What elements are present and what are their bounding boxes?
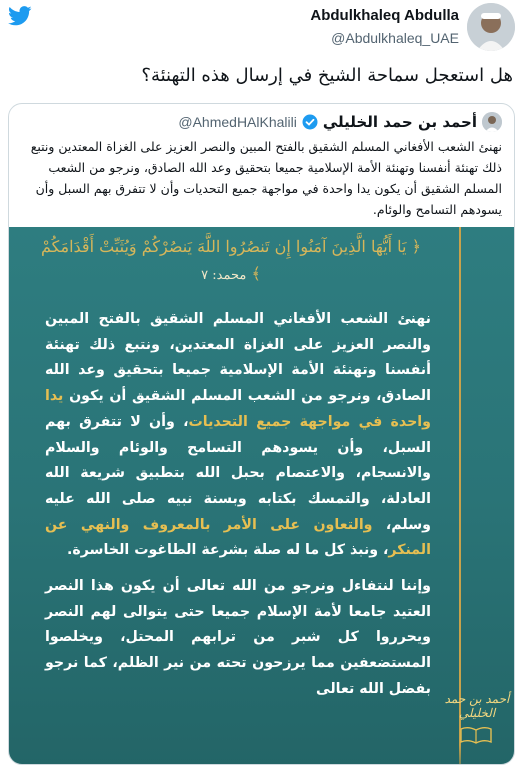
quoted-header [178, 112, 502, 132]
author-name[interactable]: Abdulkhaleq Abdulla [310, 7, 459, 24]
tweet-text: هل استعجل سماحة الشيخ في إرسال هذه التهنئة؟ [141, 65, 513, 86]
author-avatar[interactable] [467, 3, 515, 51]
author-handle[interactable]: @Abdulkhaleq_UAE [331, 30, 459, 46]
image-fade [9, 745, 514, 765]
quoted-avatar[interactable] [482, 112, 502, 132]
statement-body [45, 307, 431, 713]
verse-reference: محمد: ٧ [201, 268, 247, 283]
twitter-bird-icon[interactable] [8, 6, 32, 26]
statement-text: ، وأن لا تتفرق بهم السبل، وأن يسودهم التسامح والوئام والسلام والانسجام، والاعتصام بحبل الله بتطبيق شريعة الله العادلة، والتمسك بكتابه وبسنة نبيه صلى الله عليه وسلم، [45, 413, 431, 533]
quoted-image[interactable] [9, 227, 514, 765]
quoted-text: نهنئ الشعب الأفغاني المسلم الشقيق بالفتح المبين والنصر العزيز على الغزاة المعتدين ونتبع ذلك تهنئة أنفسنا وتهنئة الأمة الإسلامية جميعا بتحقيق وعد الله الصادق، ونرجو من الشعب المسلم الشقيق أن يكون يدا واحدة في مواجهة جميع التحديات وأن لا تتفرق بهم السبل وأن يسودهم التسامح والوئام. [30, 139, 502, 217]
statement-paragraph-2: وإننا لنتفاءل ونرجو من الله تعالى أن يكون هذا النصر العتيد جامعا لأمة الإسلام جميعا حتى يتوالى لهم النصر ويحرروا كل شبر من ترابهم المحتل، ويخلصوا المستضعفين مما يرزحون تحته من نير الظلم، كما نرجو بفضل الله تعالى [45, 578, 431, 697]
open-book-icon [459, 725, 493, 745]
highlighted-text: يدا واحدة في مواجهة جميع التحديات [45, 388, 431, 430]
verified-badge-icon [302, 114, 318, 130]
highlighted-text: والتعاون على الأمر بالمعروف والنهي عن المنكر [45, 516, 431, 559]
decorative-gold-line [459, 227, 461, 765]
statement-text: ، ونبذ كل ما له صلة بشرعة الطاغوت الخاسرة. [66, 542, 389, 559]
verse-text: ﴿ يَا أَيُّهَا الَّذِينَ آمَنُوا إِن تَنصُرُوا اللَّهَ يَنصُرْكُمْ وَيُثَبِّتْ أَقْدَامَكُمْ ﴾ [41, 237, 421, 283]
quoted-tweet[interactable] [8, 103, 515, 765]
quoted-author-handle[interactable]: @AhmedHAlKhalili [178, 114, 297, 130]
statement-paragraph-1 [45, 307, 431, 564]
quoted-author-name[interactable]: أحمد بن حمد الخليلي [322, 113, 477, 131]
statement-text: نهنئ الشعب الأفغاني المسلم الشقيق بالفتح المبين والنصر العزيز على الغزاة المعتدين، ونتبع ذلك تهنئة أنفسنا وتهنئة الأمة الإسلامية جميعا بتحقيق وعد الله الصادق، ونرجو من الشعب المسلم الشقيق أن يكون [45, 311, 431, 405]
signature: أحمد بن حمد الخليلي [444, 692, 510, 720]
quran-verse [39, 233, 423, 293]
tweet-header [0, 0, 523, 56]
